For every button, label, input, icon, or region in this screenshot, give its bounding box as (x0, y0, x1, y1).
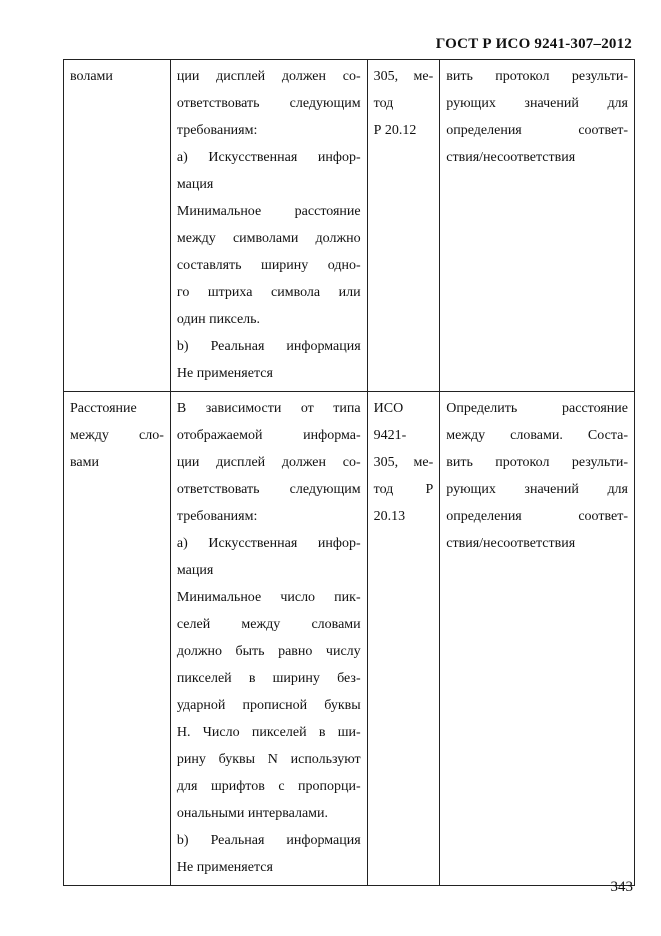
cell-line: ональными интервалами. (176, 806, 329, 821)
table-row (64, 60, 635, 392)
cell-line: тод Р (373, 482, 434, 497)
cell-line: Не применяется (176, 366, 273, 381)
cell-line: должно быть равно числу (176, 644, 361, 659)
cell-line: 20.13 (373, 509, 406, 524)
cell-line: составлять ширину одно- (176, 258, 361, 273)
cell-line: 305, ме- (373, 455, 434, 470)
cell-line: ИСО (373, 401, 404, 416)
cell-line: b) Реальная информация (176, 833, 361, 848)
cell-line: 9421- (373, 428, 407, 443)
cell-line: 305, ме- (373, 69, 434, 84)
cell-line: между словами. Соста- (446, 428, 628, 443)
cell-line: селей между словами (176, 617, 361, 632)
requirements-table (63, 59, 635, 886)
cell-line: ции дисплей должен со- (176, 455, 361, 470)
table-cell-requirement (170, 392, 367, 886)
table-row (64, 392, 635, 886)
cell-line: между символами должно (176, 231, 361, 246)
cell-line: тод (373, 96, 394, 111)
cell-line: Минимальное число пик- (176, 590, 361, 605)
cell-line: Расстояние (70, 401, 137, 416)
cell-line: определения соответ- (446, 509, 628, 524)
cell-line: Определить расстояние (446, 401, 628, 416)
cell-line: мация (176, 177, 214, 192)
table-cell-characteristic (64, 392, 171, 886)
cell-line: ударной прописной буквы (176, 698, 361, 713)
cell-line: один пиксель. (176, 312, 261, 327)
cell-line: Р 20.12 (373, 123, 417, 138)
cell-line: а) Искусственная инфор- (176, 150, 361, 165)
cell-line: Минимальное расстояние (176, 204, 361, 219)
cell-line: вить протокол результи- (446, 455, 628, 470)
cell-line: H. Число пикселей в ши- (176, 725, 361, 740)
cell-line: ствия/несоответствия (446, 536, 576, 551)
cell-line: ции дисплей должен со- (176, 69, 361, 84)
document-header: ГОСТ Р ИСО 9241-307–2012 (435, 36, 632, 52)
cell-line: Не применяется (176, 860, 273, 875)
page-number: 343 (610, 879, 633, 895)
cell-line: вить протокол результи- (446, 69, 628, 84)
table-cell-procedure (440, 60, 635, 392)
cell-line: вами (70, 455, 99, 470)
cell-line: ответствовать следующим (176, 482, 361, 497)
cell-line: отображаемой информа- (176, 428, 361, 443)
cell-line: рующих значений для (446, 96, 628, 111)
cell-line: определения соответ- (446, 123, 628, 138)
table-cell-characteristic (64, 60, 171, 392)
table-cell-method (367, 60, 440, 392)
table-cell-procedure (440, 392, 635, 886)
table-cell-requirement (170, 60, 367, 392)
cell-line: ствия/несоответствия (446, 150, 576, 165)
cell-line: В зависимости от типа (176, 401, 361, 416)
cell-line: ответствовать следующим (176, 96, 361, 111)
cell-line: а) Искусственная инфор- (176, 536, 361, 551)
cell-line: пикселей в ширину без- (176, 671, 361, 686)
table-cell-method (367, 392, 440, 886)
cell-line: го штриха символа или (176, 285, 361, 300)
cell-line: мация (176, 563, 214, 578)
cell-line: рующих значений для (446, 482, 628, 497)
cell-line: для шрифтов с пропорци- (176, 779, 361, 794)
cell-line: b) Реальная информация (176, 339, 361, 354)
cell-line: между сло- (70, 428, 164, 443)
cell-line: волами (70, 69, 113, 84)
cell-line: требованиям: (176, 123, 258, 138)
cell-line: требованиям: (176, 509, 258, 524)
cell-line: рину буквы N используют (176, 752, 361, 767)
